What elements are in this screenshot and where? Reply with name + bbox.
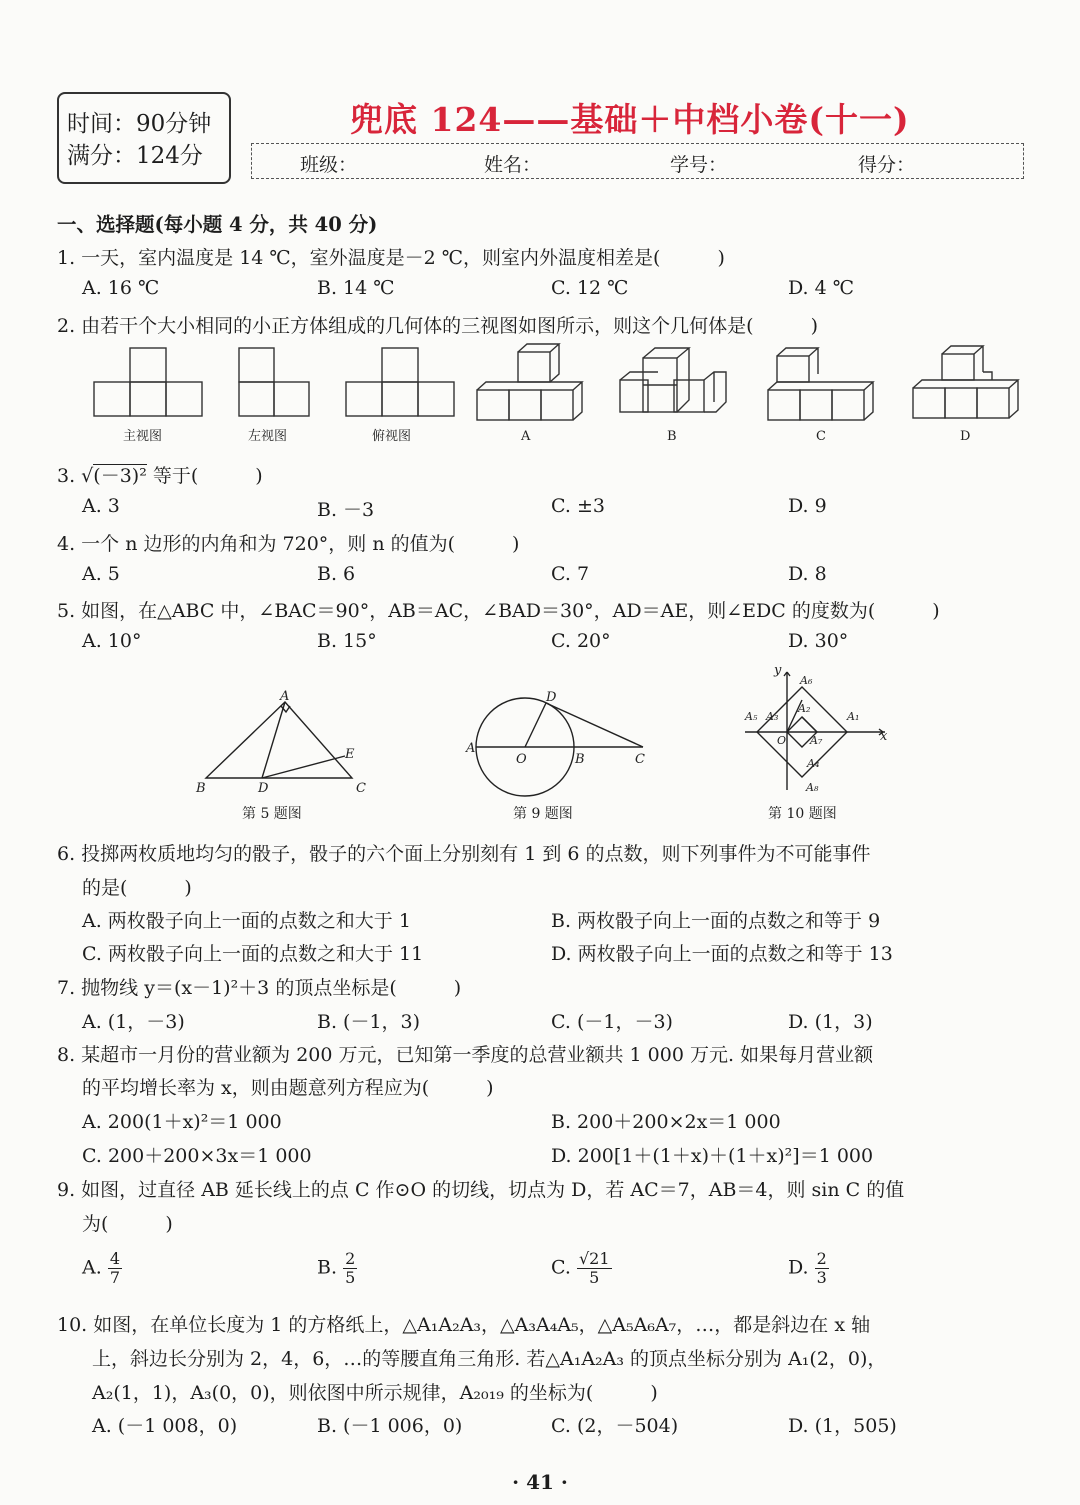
q5-option-b: B. 15° (317, 630, 377, 652)
q2-figures (80, 340, 1040, 450)
figure-5-triangle (206, 702, 352, 778)
question-5: 5. 如图，在△ABC 中，∠BAC＝90°，AB＝AC，∠BAD＝30°，AD＝AE，则∠EDC 的度数为( ) (57, 600, 940, 622)
q6-option-c: C. 两枚骰子向上一面的点数之和大于 11 (82, 943, 424, 965)
q9-option-b: B. $\frac{2}{5}$ (317, 1249, 356, 1287)
question-1: 1. 一天，室内温度是 14 ℃，室外温度是－2 ℃，则室内外温度相差是( ) (57, 247, 725, 269)
page-title: 兜底 124——基础＋中档小卷(十一) (350, 100, 910, 139)
name-field: 姓名： (484, 154, 542, 176)
top-view-figure (346, 348, 454, 416)
question-6-line2: 的是( ) (82, 877, 192, 899)
fig5-label-a: A (280, 689, 290, 704)
q9-option-a: A. $\frac{4}{7}$ (82, 1249, 120, 1287)
fig10-label-a2: A₂ (798, 702, 811, 715)
sqrt-symbol: √ (81, 465, 94, 487)
fig9-label-o: O (516, 752, 527, 767)
q3-option-d: D. 9 (788, 495, 827, 517)
q1-option-a: A. 16 ℃ (82, 277, 160, 299)
q4-option-a: A. 5 (82, 563, 120, 585)
label-left-view: 左视图 (248, 429, 288, 444)
class-field: 班级： (300, 154, 358, 176)
question-4: 4. 一个 n 边形的内角和为 720°，则 n 的值为( ) (57, 533, 520, 555)
fig5-label-b: B (196, 781, 206, 796)
question-9-line1: 9. 如图，过直径 AB 延长线上的点 C 作⊙O 的切线，切点为 D，若 AC＝7，AB＝4，则 sin C 的值 (57, 1179, 905, 1201)
q6-option-a: A. 两枚骰子向上一面的点数之和大于 1 (82, 910, 411, 932)
q1-option-b: B. 14 ℃ (317, 277, 395, 299)
fig10-label-y: y (774, 663, 782, 678)
q5-option-d: D. 30° (788, 630, 849, 652)
fig10-label-a5: A₅ (745, 710, 758, 723)
time-limit: 时间：90分钟 (67, 111, 212, 137)
fig10-label-a6: A₆ (800, 674, 813, 687)
question-10-line3: A₂(1，1)，A₃(0，0)，则依图中所示规律，A₂₀₁₉ 的坐标为( ) (92, 1382, 658, 1404)
q4-option-d: D. 8 (788, 563, 827, 585)
fig10-label-a8: A₈ (806, 781, 819, 794)
q3-tail: 等于( ) (146, 465, 263, 487)
figure-10-spiral (745, 672, 885, 790)
q8-option-c: C. 200＋200×3x＝1 000 (82, 1145, 312, 1167)
fig10-label-x: x (880, 729, 888, 744)
fraction: $\frac{2}{5}$ (345, 1249, 356, 1287)
fig10-label-a7: A₇ (810, 734, 823, 747)
q3-option-c: C. ±3 (551, 495, 605, 517)
full-score: 满分：124分 (67, 143, 203, 169)
number-field: 学号： (670, 154, 728, 176)
geometry-figures (190, 660, 910, 800)
label-option-d: D (960, 429, 971, 444)
q3-radicand: (－3)² (93, 465, 147, 487)
question-3 (57, 461, 263, 488)
figure-9-circle-tangent (476, 698, 643, 796)
question-2: 2. 由若干个大小相同的小正方体组成的几何体的三视图如图所示，则这个几何体是( ) (57, 315, 818, 337)
fig9-label-a: A (466, 741, 476, 756)
option-c-figure (768, 348, 873, 420)
q10-option-c: C. (2，－504) (551, 1415, 679, 1437)
q8-option-b: B. 200＋200×2x＝1 000 (551, 1111, 781, 1133)
q9-option-d: D. $\frac{2}{3}$ (788, 1249, 827, 1287)
fig9-label-b: B (575, 752, 585, 767)
section-heading: 一、选择题(每小题 4 分，共 40 分) (57, 213, 378, 236)
student-info-box (251, 143, 1024, 179)
page-number: · 41 · (512, 1470, 568, 1494)
fig5-label-c: C (356, 781, 366, 796)
fig10-label-a4: A₄ (807, 757, 820, 770)
caption-figure-10: 第 10 题图 (768, 806, 837, 822)
q1-option-d: D. 4 ℃ (788, 277, 855, 299)
q6-option-b: B. 两枚骰子向上一面的点数之和等于 9 (551, 910, 881, 932)
q7-option-d: D. (1，3) (788, 1011, 873, 1033)
caption-figure-9: 第 9 题图 (513, 806, 573, 822)
question-10-line2: 上，斜边长分别为 2，4，6，…的等腰直角三角形. 若△A₁A₂A₃ 的顶点坐标分别为 A₁(2，0)， (92, 1348, 887, 1370)
q10-option-b: B. (－1 006，0) (317, 1415, 463, 1437)
q7-option-c: C. (－1，－3) (551, 1011, 673, 1033)
q7-option-a: A. (1，－3) (82, 1011, 185, 1033)
q3-option-a: A. 3 (82, 495, 120, 517)
grade-field: 得分： (858, 154, 916, 176)
label-option-c: C (816, 429, 826, 444)
fraction: $\frac{√21}{5}$ (578, 1249, 610, 1287)
q7-option-b: B. (－1，3) (317, 1011, 421, 1033)
label-option-b: B (667, 429, 677, 444)
question-9-line2: 为( ) (82, 1213, 173, 1235)
question-10-line1: 10. 如图，在单位长度为 1 的方格纸上，△A₁A₂A₃，△A₃A₄A₅，△A₅A₆A₇，…，都是斜边在 x 轴 (57, 1314, 871, 1336)
q4-option-b: B. 6 (317, 563, 356, 585)
fig9-label-d: D (546, 690, 557, 705)
q10-option-a: A. (－1 008，0) (92, 1415, 238, 1437)
q3-number: 3. (57, 465, 82, 487)
question-7: 7. 抛物线 y＝(x－1)²＋3 的顶点坐标是( ) (57, 977, 462, 999)
q8-option-d: D. 200[1＋(1＋x)＋(1＋x)²]＝1 000 (551, 1145, 874, 1167)
q5-option-c: C. 20° (551, 630, 611, 652)
caption-figure-5: 第 5 题图 (242, 806, 302, 822)
q9-option-c: C. $\frac{√21}{5}$ (551, 1249, 610, 1287)
option-d-figure (913, 346, 1018, 418)
option-a-figure (477, 344, 582, 420)
fig5-label-e: E (345, 747, 355, 762)
left-view-figure (239, 348, 309, 416)
fig9-label-c: C (635, 752, 645, 767)
question-8-line2: 的平均增长率为 x，则由题意列方程应为( ) (82, 1077, 494, 1099)
q3-option-b: B. －3 (317, 499, 375, 521)
question-8-line1: 8. 某超市一月份的营业额为 200 万元，已知第一季度的总营业额共 1 000 万元. 如果每月营业额 (57, 1044, 874, 1066)
q4-option-c: C. 7 (551, 563, 590, 585)
q1-option-c: C. 12 ℃ (551, 277, 629, 299)
q8-option-a: A. 200(1＋x)²＝1 000 (82, 1111, 282, 1133)
fraction: $\frac{4}{7}$ (109, 1249, 120, 1287)
q5-option-a: A. 10° (82, 630, 142, 652)
fig10-label-a1: A₁ (847, 710, 860, 723)
question-6-line1: 6. 投掷两枚质地均匀的骰子，骰子的六个面上分别刻有 1 到 6 的点数，则下列事件为不可能事件 (57, 843, 871, 865)
front-view-figure (94, 348, 202, 416)
fig10-label-a3: A₃ (766, 710, 779, 723)
label-option-a: A (521, 429, 531, 444)
q6-option-d: D. 两枚骰子向上一面的点数之和等于 13 (551, 943, 893, 965)
fraction: $\frac{2}{3}$ (816, 1249, 827, 1287)
label-top-view: 俯视图 (372, 429, 412, 444)
fig10-label-o: O (777, 734, 787, 747)
fig5-label-d: D (258, 781, 269, 796)
option-b-figure (620, 348, 726, 412)
label-front-view: 主视图 (123, 429, 163, 444)
time-score-box (57, 92, 231, 184)
q10-option-d: D. (1，505) (788, 1415, 897, 1437)
